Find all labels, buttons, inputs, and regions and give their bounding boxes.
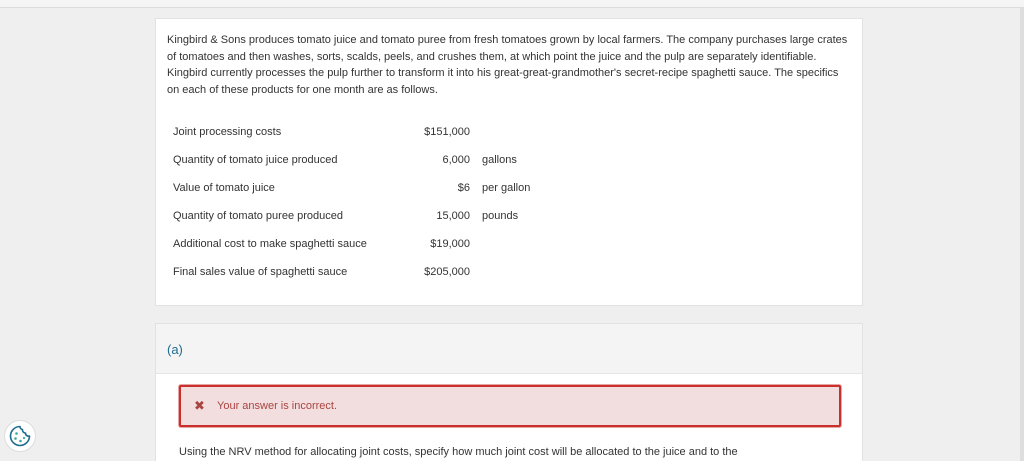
row-unit	[470, 118, 530, 146]
part-a-panel	[155, 323, 863, 461]
row-label: Quantity of tomato puree produced	[173, 210, 343, 222]
problem-card	[155, 18, 863, 306]
table-row	[173, 202, 530, 230]
alert-message: Your answer is incorrect.	[217, 400, 338, 412]
incorrect-answer-alert	[179, 385, 841, 427]
data-table	[173, 118, 530, 286]
row-label: Value of tomato juice	[173, 182, 275, 194]
row-unit: per gallon	[482, 182, 531, 194]
row-label: Final sales value of spaghetti sauce	[173, 266, 348, 278]
part-header	[156, 324, 862, 374]
row-amount: $19,000	[430, 238, 470, 250]
problem-statement: Kingbird & Sons produces tomato juice and tomato puree from fresh tomatoes grown by local farmers. The company purchases large crates of tomatoes and then washes, sorts, scalds, peels, and crushes them, at which point the juice and the pulp are separately identifiable. Kingbird currently processes the pulp further to transform it into his great-great-grandmother's secret-recipe spaghetti sauce. The specifics on each of these products for one month are as follows.	[167, 34, 848, 96]
scrollbar-track[interactable]	[1020, 8, 1024, 461]
row-label: Additional cost to make spaghetti sauce	[173, 238, 367, 250]
row-unit: gallons	[482, 154, 517, 166]
table-row	[173, 174, 530, 202]
row-amount: $205,000	[424, 266, 470, 278]
row-amount: $151,000	[424, 126, 470, 138]
table-row	[173, 146, 530, 174]
table-row	[173, 230, 530, 258]
row-amount: 6,000	[442, 154, 470, 166]
top-strip	[0, 0, 1024, 8]
cookie-icon	[8, 424, 32, 448]
cookie-settings-button[interactable]	[4, 420, 36, 452]
question-instruction: Using the NRV method for allocating joint costs, specify how much joint cost will be allocated to the juice and to the	[179, 446, 738, 458]
table-row	[173, 118, 530, 146]
row-unit	[470, 258, 530, 286]
row-unit	[470, 230, 530, 258]
table-row	[173, 258, 530, 286]
row-label: Quantity of tomato juice produced	[173, 154, 338, 166]
row-amount: $6	[457, 182, 470, 194]
row-amount: 15,000	[436, 210, 470, 222]
row-label: Joint processing costs	[173, 126, 282, 138]
row-unit: pounds	[482, 210, 519, 222]
x-icon: ✖	[194, 398, 205, 413]
part-label: (a)	[167, 342, 183, 357]
